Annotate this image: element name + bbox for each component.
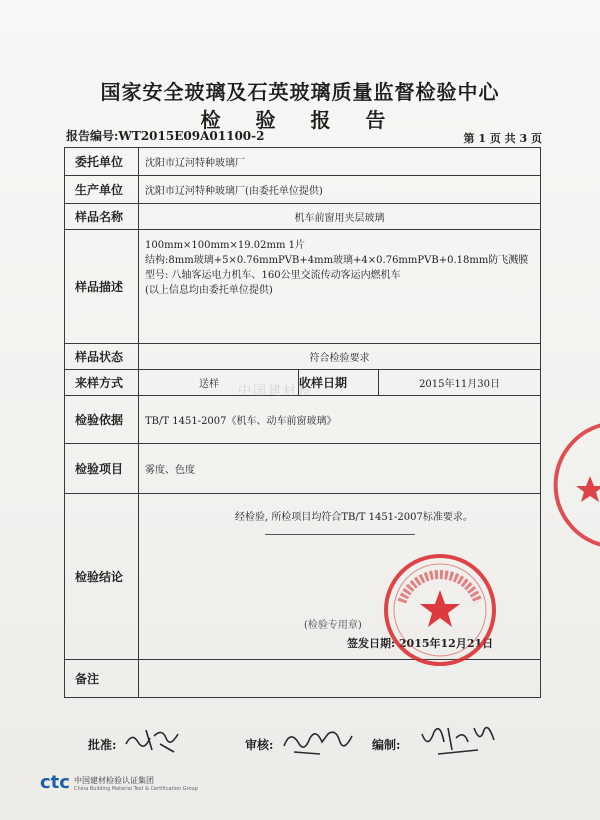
partial-seal-stamp — [552, 420, 600, 550]
prepare-label: 编制: — [372, 738, 401, 752]
row-client — [65, 148, 541, 176]
sample-status-value: 符合检验要求 — [139, 344, 541, 370]
logo-mark: ctc — [40, 772, 70, 793]
watermark-text: 中国建材检 — [238, 384, 314, 399]
ctc-logo — [40, 772, 198, 793]
manufacturer-label: 生产单位 — [65, 176, 139, 204]
items-label: 检验项目 — [65, 444, 139, 494]
delivery-label: 来样方式 — [65, 370, 139, 396]
preparer-signature — [418, 720, 498, 760]
row-sample-desc — [65, 230, 541, 344]
conclusion-text: 经检验, 所检项目均符合TB/T 1451-2007标准要求。 — [235, 512, 473, 523]
receive-date-label: 收样日期 — [299, 370, 379, 396]
seal-note: (检验专用章) — [304, 620, 362, 631]
row-sample-status — [65, 344, 541, 370]
basis-value: TB/T 1451-2007《机车、动车前窗玻璃》 — [139, 396, 541, 444]
items-value: 雾度、色度 — [139, 444, 541, 494]
reviewer-signature — [280, 724, 356, 760]
separator-line — [265, 534, 415, 535]
sample-status-label: 样品状态 — [65, 344, 139, 370]
basis-label: 检验依据 — [65, 396, 139, 444]
center-title: 国家安全玻璃及石英玻璃质量监督检验中心 — [100, 80, 500, 104]
row-manufacturer — [65, 176, 541, 204]
row-items — [65, 444, 541, 494]
inspection-seal-stamp — [382, 552, 498, 668]
report-number: 报告编号:WT2015E09A01100-2 — [66, 129, 265, 143]
remarks-label: 备注 — [65, 660, 139, 698]
receive-date-value: 2015年11月30日 — [379, 370, 541, 396]
logo-subtitle: China Building Material Test & Certification Group — [74, 786, 198, 792]
sample-desc-line: (以上信息均由委托单位提供) — [145, 285, 273, 296]
sample-name-label: 样品名称 — [65, 204, 139, 230]
logo-name: 中国建材检验认证集团 — [74, 776, 154, 785]
review-label: 审核: — [245, 738, 274, 752]
delivery-value: 送样 — [139, 370, 299, 396]
conclusion-label: 检验结论 — [65, 494, 139, 660]
sample-desc-label: 样品描述 — [65, 230, 139, 344]
client-label: 委托单位 — [65, 148, 139, 176]
sample-desc-line: 结构:8mm玻璃+5×0.76mmPVB+4mm玻璃+4×0.76mmPVB+0.18mm防飞溅膜 — [145, 255, 529, 266]
report-title: 检 验 报 告 — [200, 108, 400, 132]
row-basis — [65, 396, 541, 444]
sample-name-value: 机车前窗用夹层玻璃 — [139, 204, 541, 230]
approver-signature — [122, 724, 182, 758]
manufacturer-value: 沈阳市辽河特种玻璃厂(由委托单位提供) — [139, 176, 541, 204]
issue-date: 签发日期: 2015年12月21日 — [347, 637, 494, 650]
page-indicator: 第 1 页 共 3 页 — [463, 132, 542, 145]
client-value: 沈阳市辽河特种玻璃厂 — [139, 148, 541, 176]
row-sample-name — [65, 204, 541, 230]
approve-label: 批准: — [88, 738, 117, 752]
sample-desc-line: 100mm×100mm×19.02mm 1片 — [145, 240, 305, 251]
sample-desc-line: 型号: 八轴客运电力机车、160公里交流传动客运内燃机车 — [145, 270, 401, 281]
